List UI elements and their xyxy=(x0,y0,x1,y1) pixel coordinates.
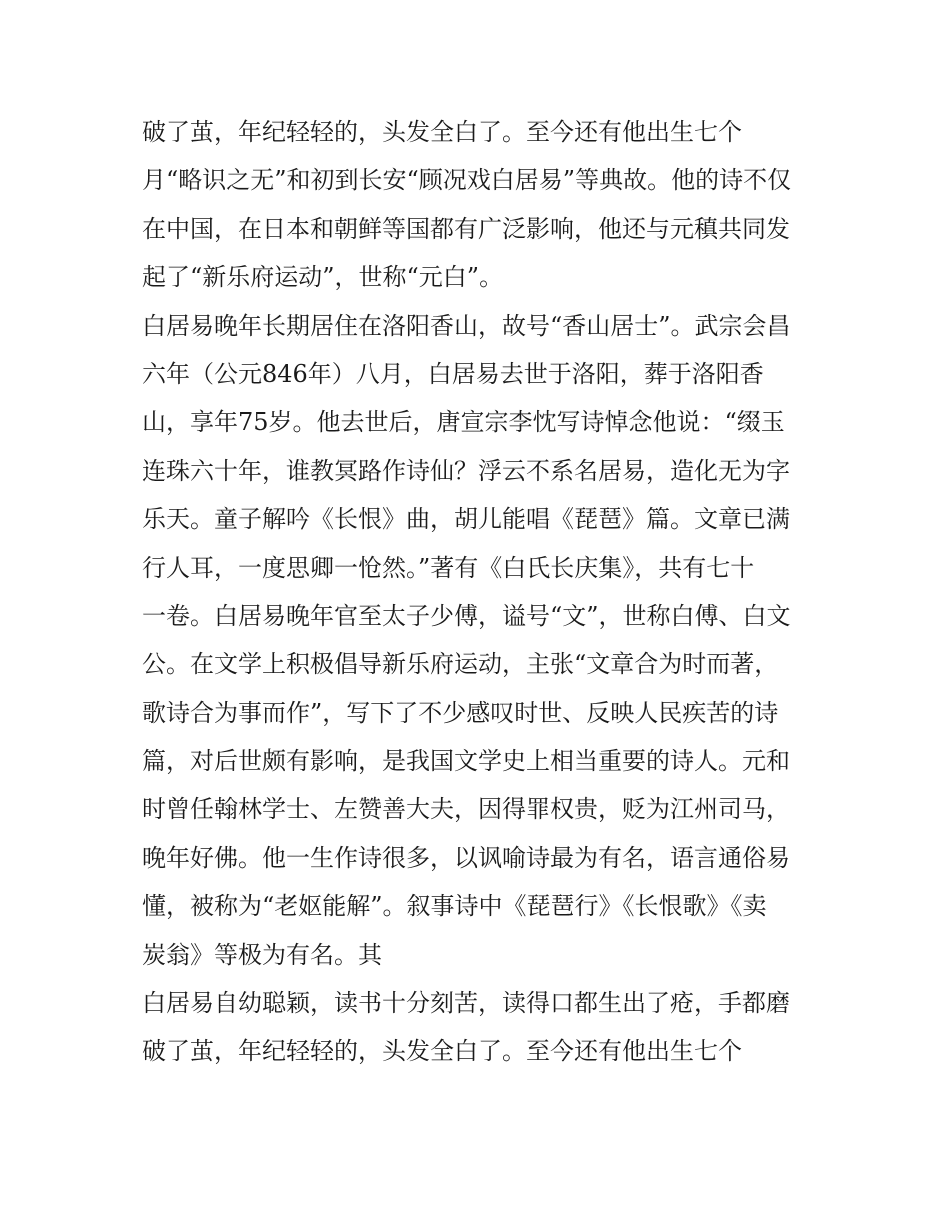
text-line: 白居易晚年长期居住在洛阳香山，故号“香山居士”。武宗会昌 xyxy=(142,311,791,340)
text-line: 炭翁》等极为有名。其 xyxy=(142,940,382,969)
text-line: 起了“新乐府运动”，世称“元白”。 xyxy=(142,263,504,292)
text-line: 乐天。童子解吟《长恨》曲，胡儿能唱《琵琶》篇。文章已满 xyxy=(142,505,790,534)
text-line: 时曾任翰林学士、左赞善大夫，因得罪权贵，贬为江州司马， xyxy=(142,795,790,824)
text-line: 白居易自幼聪颖，读书十分刻苦，读得口都生出了疮，手都磨 xyxy=(142,989,790,1018)
text-line: 行人耳，一度思卿一怆然。”著有《白氏长庆集》，共有七十 xyxy=(142,553,755,582)
text-line: 篇，对后世颇有影响，是我国文学史上相当重要的诗人。元和 xyxy=(142,747,790,776)
text-line: 连珠六十年，谁教冥路作诗仙？浮云不系名居易，造化无为字 xyxy=(142,456,790,485)
body-text xyxy=(142,108,822,1076)
text-line: 一卷。白居易晚年官至太子少傅，谥号“文”，世称白傅、白文 xyxy=(142,601,791,630)
text-line: 晚年好佛。他一生作诗很多，以讽喻诗最为有名，语言通俗易 xyxy=(142,843,790,872)
text-line: 歌诗合为事而作”，写下了不少感叹时世、反映人民疾苦的诗 xyxy=(142,698,779,727)
text-line: 山，享年75岁。他去世后，唐宣宗李忱写诗悼念他说：“缀玉 xyxy=(142,408,785,437)
text-line: 懂，被称为“老妪能解”。叙事诗中《琵琶行》《长恨歌》《卖 xyxy=(142,892,767,921)
text-line: 在中国，在日本和朝鲜等国都有广泛影响，他还与元稹共同发 xyxy=(142,214,790,243)
text-line: 破了茧，年纪轻轻的，头发全白了。至今还有他出生七个 xyxy=(142,1037,742,1066)
text-line: 破了茧，年纪轻轻的，头发全白了。至今还有他出生七个 xyxy=(142,118,742,146)
text-line: 公。在文学上积极倡导新乐府运动，主张“文章合为时而著， xyxy=(142,650,779,679)
text-line: 月“略识之无”和初到长安“顾况戏白居易”等典故。他的诗不仅 xyxy=(142,166,792,195)
text-line: 六年（公元846年）八月，白居易去世于洛阳，葬于洛阳香 xyxy=(142,359,764,388)
